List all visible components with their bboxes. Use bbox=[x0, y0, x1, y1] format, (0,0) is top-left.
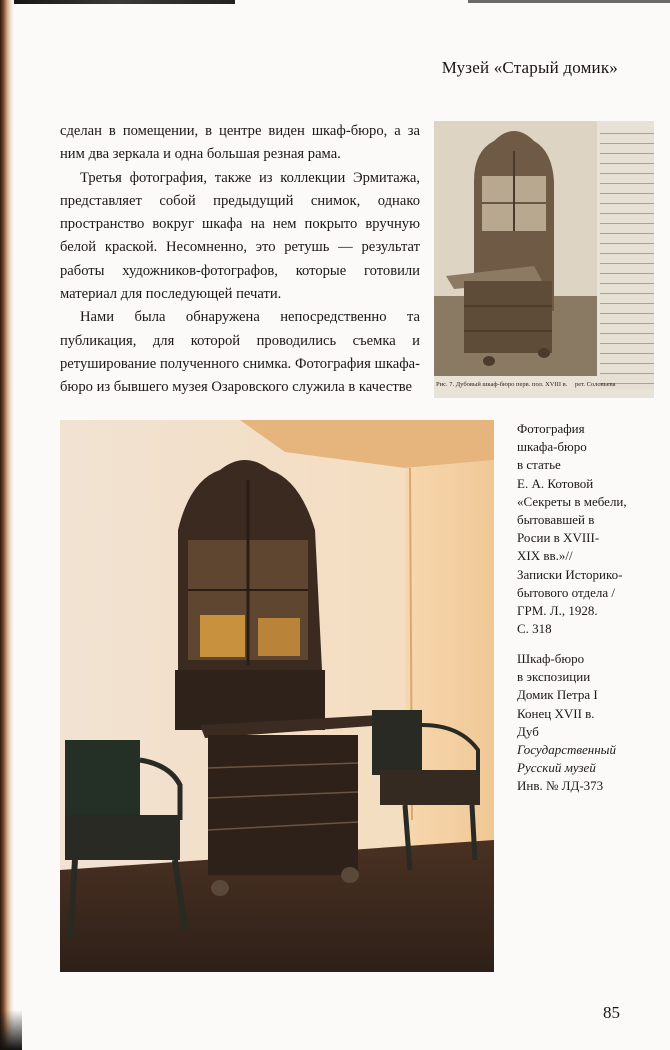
caption-line: Конец XVII в. bbox=[517, 705, 595, 721]
caption-line-inventory: Инв. № ЛД-373 bbox=[517, 778, 604, 794]
caption-line: Фотография bbox=[517, 421, 585, 436]
bureau-exhibition-photo bbox=[60, 420, 494, 972]
caption-line: Шкаф-бюро bbox=[517, 651, 585, 666]
room-scene bbox=[60, 420, 494, 972]
caption-line: бытового отдела / bbox=[517, 584, 616, 600]
archival-figure-caption bbox=[436, 381, 616, 388]
caption-line: XIX вв.»// bbox=[517, 548, 573, 564]
archival-text-column bbox=[600, 127, 654, 389]
page-number: 85 bbox=[603, 1003, 620, 1022]
paragraph-3: Нами была обнаружена непосредственно та публикация, для которой проводились съемка и ретуширование полученного снимка. Фотография шкафа-бюро из бывшего музея Озаровского служила в качестве bbox=[60, 309, 420, 396]
caption-line: С. 318 bbox=[517, 621, 552, 637]
caption-line: Записки Историко- bbox=[517, 566, 623, 582]
caption-line-museum: Государственный bbox=[517, 742, 616, 758]
gutter-shadow bbox=[0, 1010, 22, 1050]
caption-line: Дуб bbox=[517, 723, 539, 739]
caption-archival-photo bbox=[517, 420, 667, 638]
paragraph-2: Третья фотография, также из коллекции Эрмитажа, представляет собой предыдущий снимок, однако пространство вокруг шкафа на нем покрыто вручную белой краской. Несомненно, это ретушь — результат работы художников-фотографов, которые готовили материал для последующей печати. bbox=[60, 169, 420, 303]
caption-exhibit-photo bbox=[517, 650, 667, 796]
caption-line: ГРМ. Л., 1928. bbox=[517, 603, 598, 619]
page-edge-shadow bbox=[468, 0, 670, 3]
caption-line: в экспозиции bbox=[517, 669, 591, 685]
caption-line: шкафа-бюро bbox=[517, 439, 587, 455]
caption-line: в статье bbox=[517, 457, 561, 473]
paragraph-1: сделан в помещении, в центре виден шкаф-бюро, а за ним два зеркала и одна большая резная рама. bbox=[60, 123, 420, 163]
caption-line: Е. А. Котовой bbox=[517, 475, 594, 491]
archival-figure bbox=[434, 121, 654, 398]
caption-line: Домик Петра I bbox=[517, 687, 598, 703]
figure-caption-text: Рис. 7. Дубовый шкаф-бюро перв. пол. XVIII в. bbox=[436, 381, 568, 388]
caption-line: бытовавшей в bbox=[517, 512, 595, 528]
body-text bbox=[60, 120, 420, 400]
figure-caption-fragment: рет. Соловьева bbox=[574, 381, 616, 388]
caption-line: Росии в XVIII- bbox=[517, 530, 600, 546]
book-spine-gutter bbox=[0, 0, 14, 1050]
caption-line: «Секреты в мебели, bbox=[517, 493, 627, 509]
caption-line-museum: Русский музей bbox=[517, 760, 596, 776]
page-edge-shadow bbox=[0, 0, 235, 4]
running-head: Музей «Старый домик» bbox=[441, 58, 618, 77]
archival-bureau-photo bbox=[434, 121, 597, 376]
